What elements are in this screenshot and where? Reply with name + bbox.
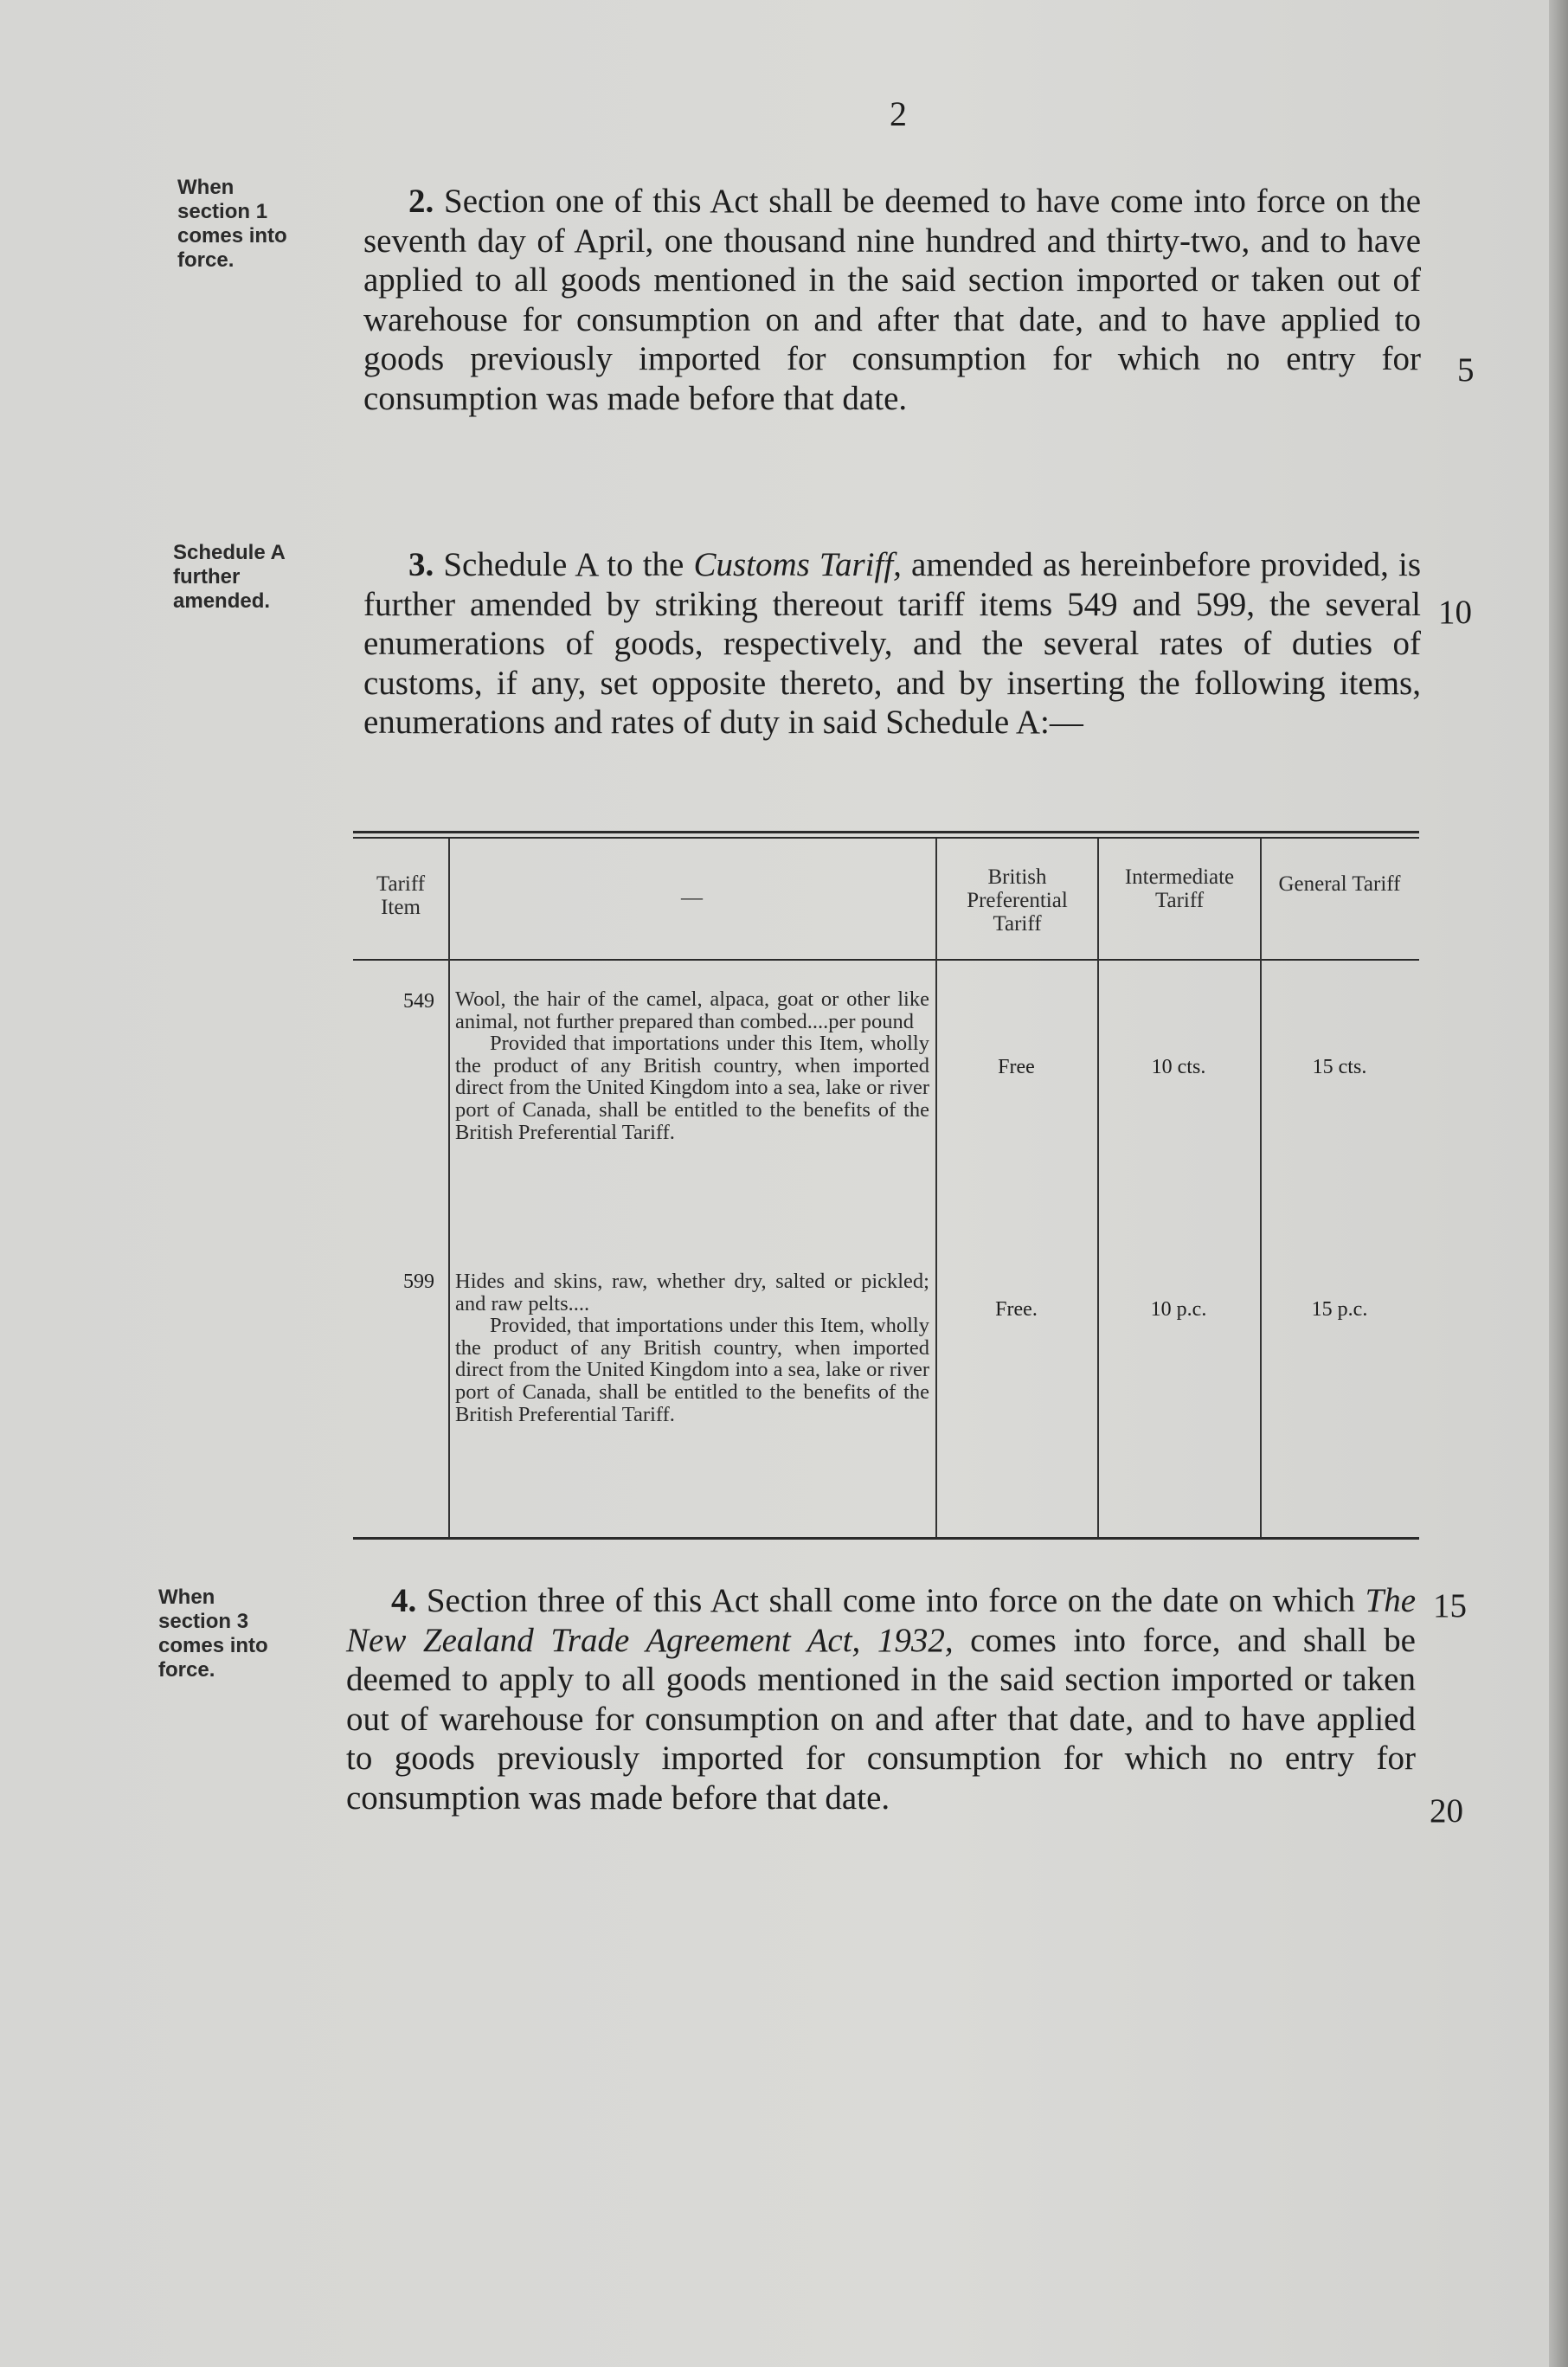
section-number: 3. [408, 546, 434, 583]
margin-note-section-4: When section 3 comes into force. [158, 1586, 268, 1682]
section-number: 2. [408, 183, 434, 220]
line-number-10: 10 [1438, 594, 1472, 631]
header-british-preferential: British Preferential Tariff [967, 865, 1068, 936]
british-rate: Free [998, 1056, 1035, 1078]
table-top-rule [353, 831, 1419, 833]
col-divider [448, 839, 450, 1537]
margin-note-section-3: Schedule A further amended. [173, 541, 286, 613]
header-general: General Tariff [1278, 872, 1401, 896]
col-divider [935, 839, 937, 1537]
section-4-paragraph: 4. Section three of this Act shall come into force on the date on which The New Zealand Trade Agreement Act, 1932, comes into force, and shall be deemed to apply to all goods mentioned in the said section imported or taken out of warehouse for consumption on and after that date, and to have applied to goods previously imported for consumption for which no entry for consumption was made before that date. [346, 1582, 1416, 1817]
tariff-table [353, 831, 1419, 1540]
page-edge-shadow [1549, 0, 1568, 2367]
tariff-item-description: Hides and skins, raw, whether dry, salted or pickled; and raw pelts.... Provided, that importations under this Item, wholly the product of any British country, when imported direct from the United Kingdom into a sea, lake or river port of Canada, shall be entitled to the benefits of the British Preferential Tariff. [455, 1270, 929, 1426]
section-3-paragraph: 3. Schedule A to the Customs Tariff, amended as hereinbefore provided, is further amended by striking thereout tariff items 549 and 599, the several enumerations of goods, respectively, and the several rates of duties of customs, if any, set opposite thereto, and by inserting the following items, enumerations and rates of duty in said Schedule A:— [363, 546, 1421, 741]
british-rate: Free. [995, 1298, 1038, 1321]
intermediate-rate: 10 cts. [1151, 1056, 1206, 1078]
header-tariff-item: Tariff Item [376, 872, 426, 919]
col-divider [1260, 839, 1262, 1537]
tariff-item-number: 599 [403, 1270, 434, 1293]
header-description: — [681, 886, 703, 910]
line-number-5: 5 [1457, 351, 1475, 389]
line-number-15: 15 [1433, 1587, 1467, 1624]
section-2-paragraph: 2. Section one of this Act shall be deemed to have come into force on the seventh day of April, one thousand nine hundred and thirty-two, and to have applied to all goods mentioned in the said section imported or taken out of warehouse for consumption on and after that date, and to have applied to goods previously imported for consumption for which no entry for consumption was made before that date. [363, 183, 1422, 417]
line-number-20: 20 [1430, 1792, 1463, 1830]
tariff-item-description: Wool, the hair of the camel, alpaca, goat or other like animal, not further prepared than combed....per pound Provided that importations under this Item, wholly the product of any British country, when imported direct from the United Kingdom into a sea, lake or river port of Canada, shall be entitled to the benefits of the British Preferential Tariff. [455, 987, 929, 1144]
page-number: 2 [890, 94, 907, 133]
margin-note-section-2: When section 1 comes into force. [177, 176, 287, 272]
table-bottom-rule [353, 1537, 1419, 1540]
header-intermediate: Intermediate Tariff [1124, 865, 1235, 912]
intermediate-rate: 10 p.c. [1150, 1298, 1207, 1321]
section-number: 4. [391, 1582, 417, 1619]
col-divider [1097, 839, 1099, 1537]
tariff-item-number: 549 [403, 990, 434, 1013]
general-rate: 15 cts. [1312, 1056, 1367, 1078]
general-rate: 15 p.c. [1311, 1298, 1368, 1321]
